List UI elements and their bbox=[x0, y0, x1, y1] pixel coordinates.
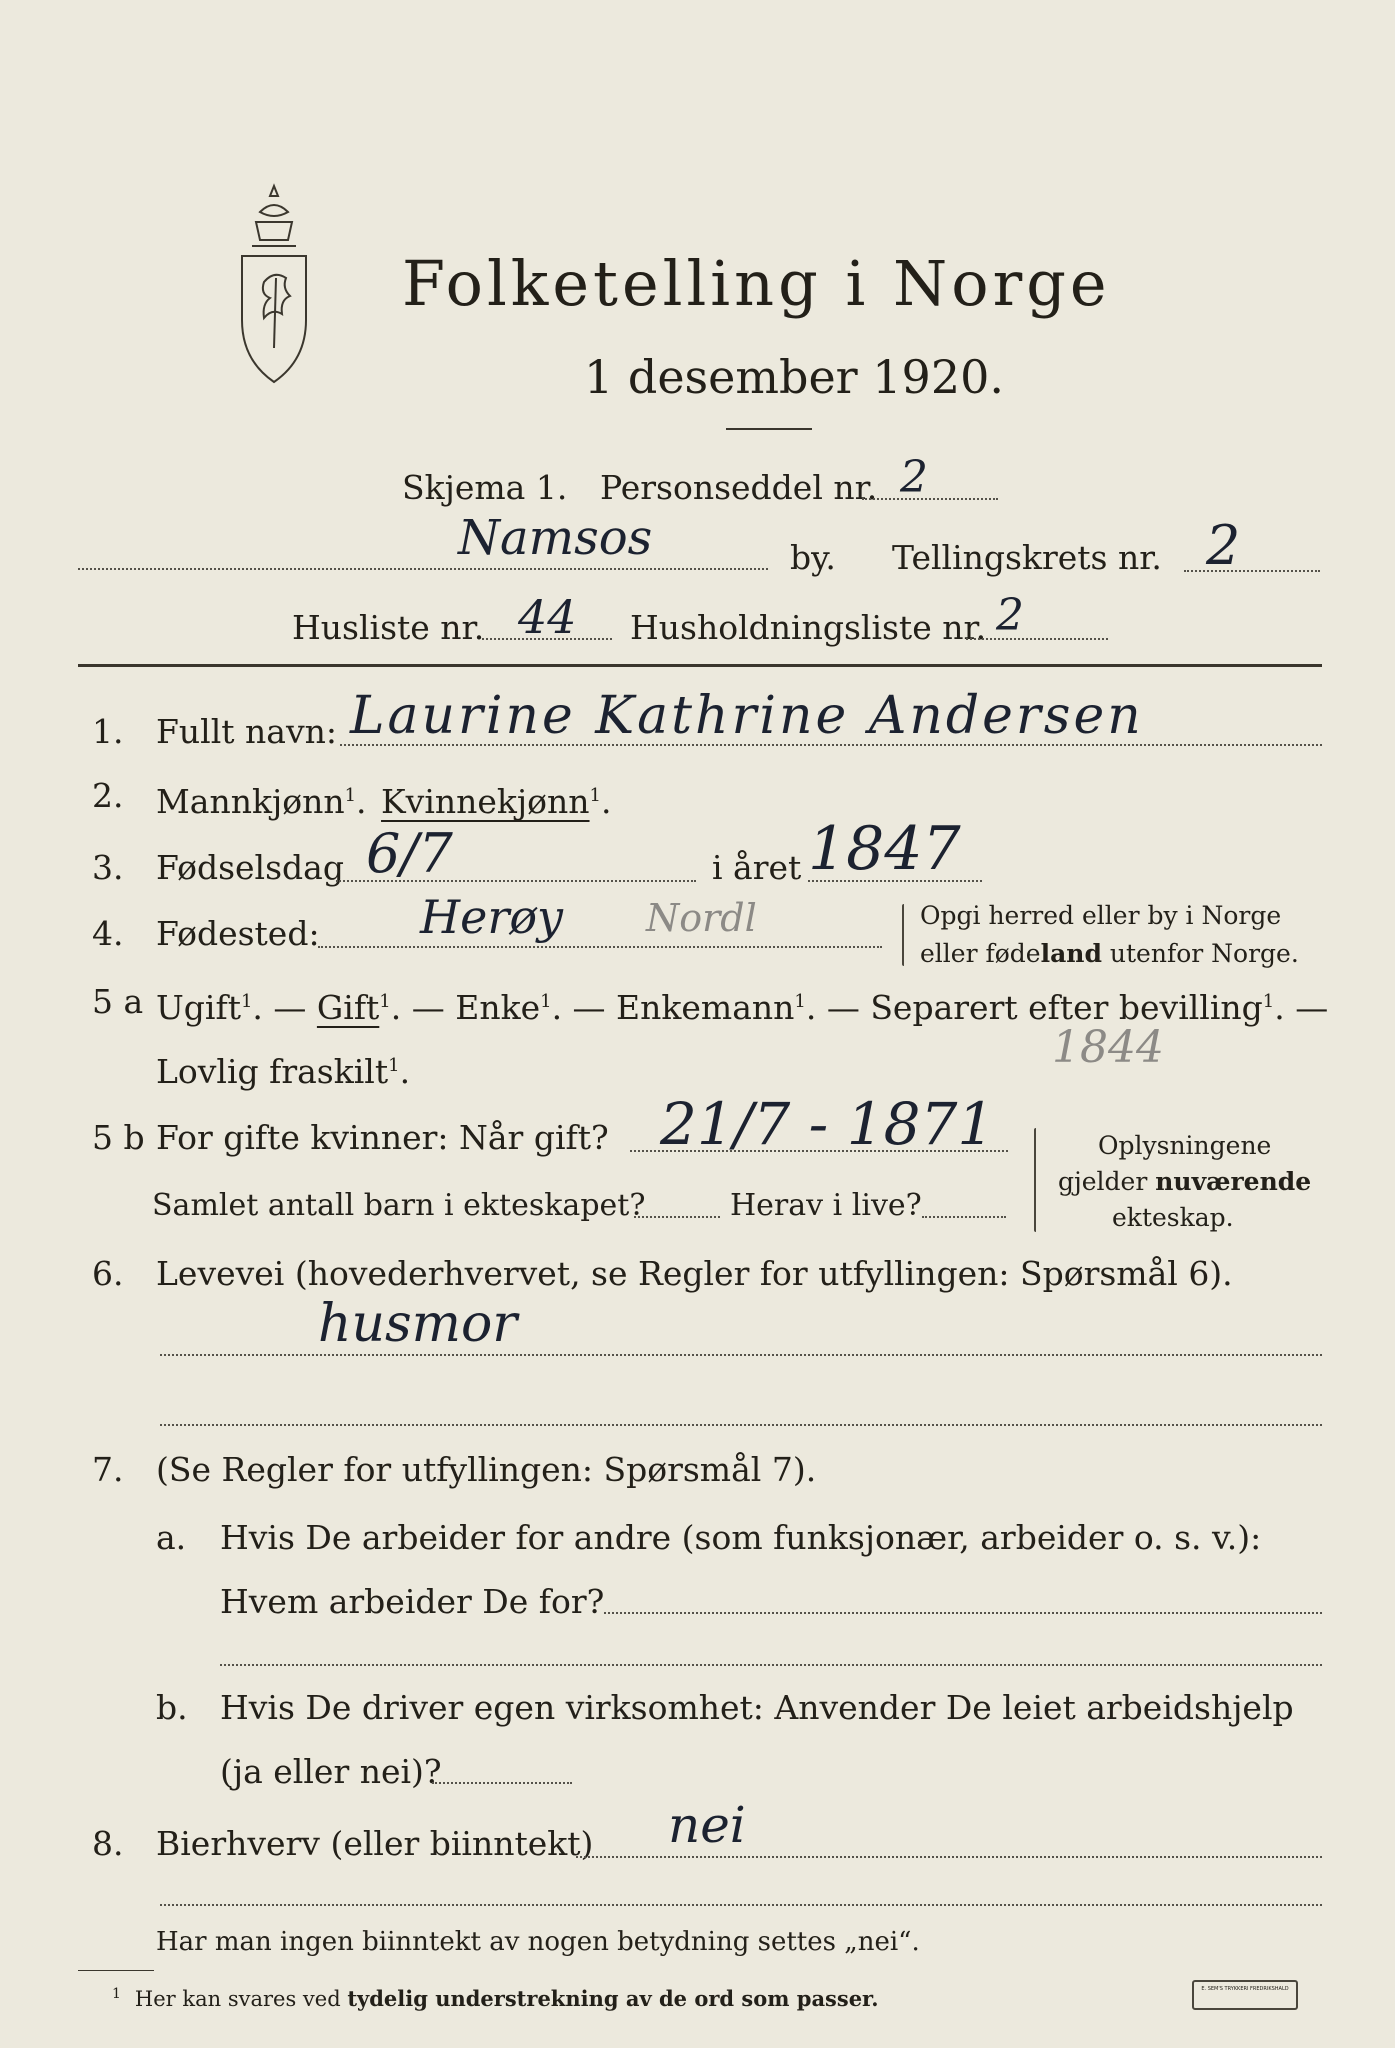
children-label: Samlet antall barn i ekteskapet? bbox=[152, 1188, 646, 1223]
form-title: Folketelling i Norge bbox=[402, 247, 1111, 320]
norwegian-coat-of-arms-icon bbox=[232, 182, 316, 388]
husliste-value: 44 bbox=[518, 590, 577, 644]
side-income-field-line2[interactable] bbox=[160, 1904, 1322, 1906]
birthyear-value: 1847 bbox=[808, 814, 961, 884]
marital-status-options: Ugift$^1$. — Gift$^1$. — Enke$^1$. — Enkemann$^1$. — Separert efter bevilling$^1$. — bbox=[156, 988, 1329, 1027]
children-field[interactable] bbox=[634, 1216, 720, 1218]
occupation-field-line2[interactable] bbox=[160, 1424, 1322, 1426]
status-gift[interactable]: Gift bbox=[316, 988, 380, 1027]
q4-note-line2: eller fødeland utenfor Norge. bbox=[920, 939, 1299, 968]
q7b-letter: b. bbox=[156, 1688, 188, 1727]
status-fraskilt-line: Lovlig fraskilt$^1$. bbox=[156, 1052, 411, 1091]
q2-number: 2. bbox=[92, 776, 124, 815]
q6-number: 6. bbox=[92, 1254, 124, 1293]
status-enkemann[interactable]: Enkemann bbox=[616, 988, 795, 1027]
husholdning-label: Husholdningsliste nr. bbox=[630, 608, 987, 647]
gender-options: Mannkjønn$^1$. Kvinnekjønn$^1$. bbox=[156, 782, 612, 821]
birthplace-label: Fødested: bbox=[156, 914, 320, 953]
q3-number: 3. bbox=[92, 848, 124, 887]
census-date: 1 desember 1920. bbox=[584, 350, 1004, 404]
q5b-note-line3: ekteskap. bbox=[1112, 1203, 1234, 1232]
employer-field[interactable] bbox=[604, 1612, 1322, 1614]
occupation-field[interactable] bbox=[160, 1354, 1322, 1356]
side-income-note: Har man ingen biinntekt av nogen betydning settes „nei“. bbox=[156, 1927, 920, 1957]
birthplace-field[interactable] bbox=[318, 946, 882, 948]
hired-help-label: (ja eller nei)? bbox=[220, 1752, 442, 1791]
personseddel-label: Personseddel nr. bbox=[600, 468, 878, 507]
q5b-note-line1: Oplysningene bbox=[1098, 1131, 1272, 1160]
occupation-value: husmor bbox=[318, 1294, 518, 1354]
tellingskrets-field[interactable] bbox=[1184, 570, 1320, 572]
alive-field[interactable] bbox=[922, 1216, 1006, 1218]
q5b-note-line2: gjelder nuværende bbox=[1058, 1167, 1312, 1196]
husholdning-field[interactable] bbox=[966, 638, 1108, 640]
q4-note-brace bbox=[902, 904, 904, 966]
status-fraskilt[interactable]: Lovlig fraskilt bbox=[156, 1052, 389, 1091]
alive-label: Herav i live? bbox=[730, 1188, 922, 1223]
marriage-date-label: For gifte kvinner: Når gift? bbox=[156, 1118, 609, 1157]
q5b-note-brace bbox=[1034, 1128, 1036, 1232]
q1-number: 1. bbox=[92, 712, 124, 751]
occupation-label: Levevei (hovederhvervet, se Regler for utfyllingen: Spørsmål 6). bbox=[156, 1254, 1233, 1293]
tellingskrets-value: 2 bbox=[1206, 514, 1241, 577]
q4-number: 4. bbox=[92, 914, 124, 953]
town-field[interactable] bbox=[78, 568, 768, 570]
birthplace-pencil-note: Nordl bbox=[646, 896, 757, 940]
birthdate-value: 6/7 bbox=[366, 822, 453, 885]
q5a-number: 5 a bbox=[92, 982, 144, 1021]
status-enke[interactable]: Enke bbox=[455, 988, 541, 1027]
gender-male[interactable]: Mannkjønn bbox=[156, 782, 345, 821]
q7a-letter: a. bbox=[156, 1518, 187, 1557]
personseddel-value: 2 bbox=[900, 452, 928, 503]
side-income-field[interactable] bbox=[576, 1856, 1322, 1858]
q7a-text: Hvis De arbeider for andre (som funksjonær, arbeider o. s. v.): bbox=[220, 1518, 1262, 1557]
q1-label: Fullt navn: bbox=[156, 712, 337, 751]
q8-number: 8. bbox=[92, 1824, 124, 1863]
printer-stamp: E. SEM'S TRYKKERI FREDRIKSHALD bbox=[1192, 1980, 1298, 2010]
birthdate-label: Fødselsdag bbox=[156, 848, 344, 887]
employer-label: Hvem arbeider De for? bbox=[220, 1582, 605, 1621]
full-name-value: Laurine Kathrine Andersen bbox=[350, 686, 1144, 746]
side-income-value: nei bbox=[668, 1796, 746, 1854]
husholdning-value: 2 bbox=[996, 590, 1024, 641]
footnote: $^1$ Her kan svares ved tydelig understrekning av de ord som passer. bbox=[112, 1986, 879, 2011]
hired-help-field[interactable] bbox=[432, 1782, 572, 1784]
town-value: Namsos bbox=[458, 510, 653, 566]
q7-label: (Se Regler for utfyllingen: Spørsmål 7). bbox=[156, 1450, 817, 1489]
q7b-text: Hvis De driver egen virksomhet: Anvender De leiet arbeidshjelp bbox=[220, 1688, 1294, 1727]
title-divider bbox=[726, 428, 812, 430]
marriage-pencil-note: 1844 bbox=[1052, 1022, 1164, 1073]
birthyear-label: i året bbox=[712, 848, 802, 887]
schema-label: Skjema 1. bbox=[402, 468, 568, 507]
personseddel-field[interactable] bbox=[862, 498, 998, 500]
q7-number: 7. bbox=[92, 1450, 124, 1489]
status-ugift[interactable]: Ugift bbox=[156, 988, 241, 1027]
tellingskrets-label: Tellingskrets nr. bbox=[892, 538, 1162, 577]
marriage-date-value: 21/7 - 1871 bbox=[660, 1090, 995, 1158]
employer-field-line2[interactable] bbox=[220, 1664, 1322, 1666]
footnote-separator bbox=[78, 1970, 154, 1971]
q4-note-line1: Opgi herred eller by i Norge bbox=[920, 901, 1282, 930]
side-income-label: Bierhverv (eller biinntekt) bbox=[156, 1824, 594, 1863]
status-separert[interactable]: Separert efter bevilling bbox=[870, 988, 1263, 1027]
town-suffix: by. bbox=[790, 538, 836, 577]
header-separator bbox=[78, 664, 1322, 667]
q5b-number: 5 b bbox=[92, 1118, 145, 1157]
husliste-label: Husliste nr. bbox=[292, 608, 485, 647]
gender-female[interactable]: Kvinnekjønn bbox=[381, 782, 590, 821]
birthplace-value: Herøy bbox=[420, 890, 564, 944]
